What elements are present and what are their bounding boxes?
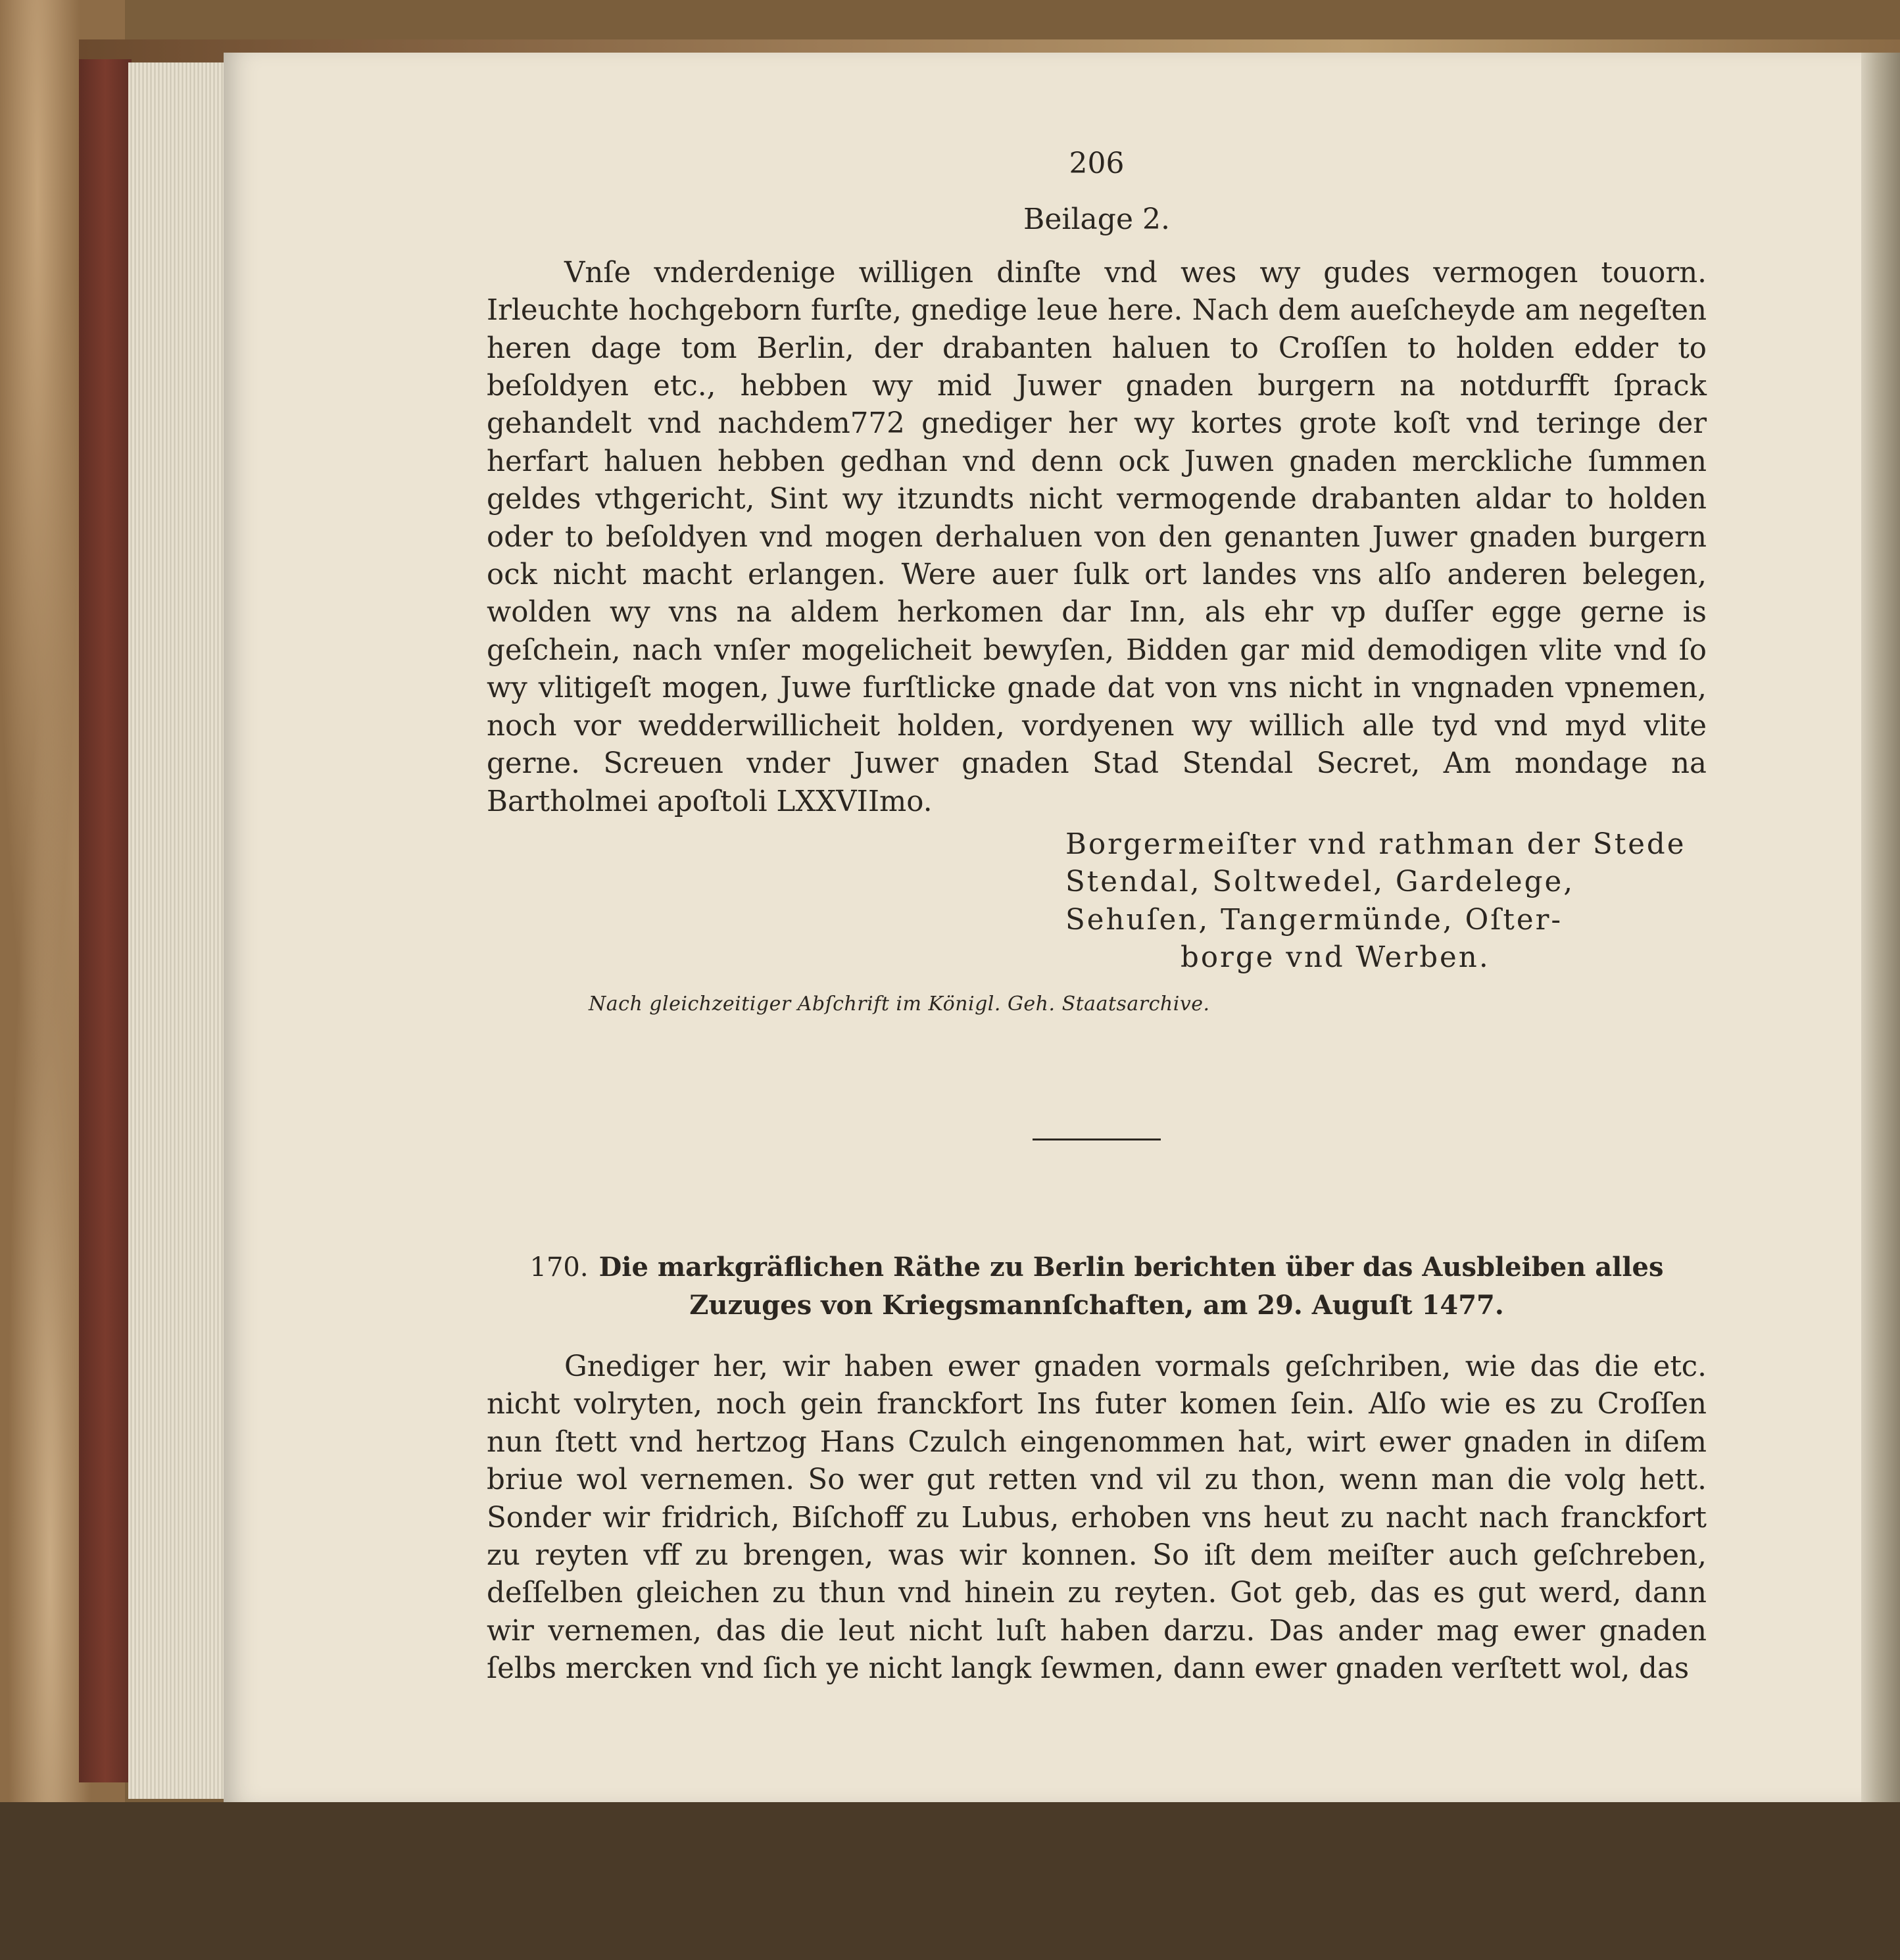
section-divider xyxy=(1033,1139,1161,1140)
signature-line: borge vnd Werben. xyxy=(1181,941,1490,975)
letter-paragraph-2: Gnediger her, wir haben ewer gnaden vormals geſchriben, wie das die etc. nicht volryten, noch gein franckfort Ins futer komen ſein. Alſo wie es zu Croſſen nun ſtett vnd hertzog Hans Czulch eingenommen hat, wirt ewer gnaden in diſem briue wol vernemen. So wer gut retten vnd vil zu thon, wenn man die volg hett. Sonder wir fridrich, Biſchoff zu Lubus, erhoben vns heut zu nacht nach franckfort zu reyten vff zu brengen, was wir konnen. So iſt dem meiſter auch geſchreben, deſſelben gleichen zu thun vnd hinein zu reyten. Got geb, das es gut werd, dann wir vernemen, das die leut nicht luſt haben darzu. Das ander mag ewer gnaden ſelbs mercken vnd ſich ye nicht langk ſewmen, dann ewer gnaden verſtett wol, das xyxy=(487,1350,1707,1686)
letter-paragraph-1: Vnſe vnderdenige willigen dinſte vnd wes wy gudes vermogen touorn. Irleuchte hochgeborn furſte, gnedige leue here. Nach dem aueſcheyde am negeſten heren dage tom Berlin, der drabanten haluen to Croſſen to holden edder to beſoldyen etc., hebben wy mid Juwer gnaden burgern na notdurfft ſprack gehandelt vnd nachdem772 gnediger her wy kortes grote koſt vnd teringe der herfart haluen hebben gedhan vnd denn ock Juwen gnaden merckliche ſummen geldes vthgericht, Sint wy itzundts nicht vermogende drabanten aldar to holden oder to beſoldyen vnd mogen derhaluen von den genanten Juwer gnaden burgern ock nicht macht erlangen. Were auer ſulk ort landes vns alſo anderen belegen, wolden wy vns na aldem herkomen dar Inn, als ehr vp duſſer egge gerne is geſchein, nach vnſer mogelicheit bewyſen, Bidden gar mid demodigen vlite vnd ſo wy vlitigeſt mogen, Juwe furſtlicke gnade dat von vns nicht in vngnaden vpnemen, noch vor wedderwillicheit holden, vordyenen wy willich alle tyd vnd myd vlite gerne. Screuen vnder Juwer gnaden Stad Stendal Secret, Am mondage na Bartholmei apoſtoli LXXVIImo. xyxy=(487,256,1707,818)
signature-line: Borgermeiſter vnd rathman der Stede xyxy=(1065,827,1686,861)
source-note: Nach gleichzeitiger Abſchrift im Königl. Geh. Staatsarchive. xyxy=(589,992,1210,1016)
page-text-block xyxy=(487,145,1707,1688)
document-title xyxy=(487,1248,1707,1325)
page-stack-edge xyxy=(128,62,227,1799)
signature-line: Sehuſen, Tangermünde, Oſter- xyxy=(1065,903,1563,937)
signature-block xyxy=(1065,826,1707,977)
book-cover-right xyxy=(1861,53,1900,1802)
document-title-text: Die markgräflichen Räthe zu Berlin berichten über das Ausbleiben alles Zuzuges von Kriegsmannſchaften, am 29. Auguſt 1477. xyxy=(598,1251,1664,1321)
book-spine-band xyxy=(79,59,132,1782)
page-number: 206 xyxy=(1069,147,1125,180)
background-bottom xyxy=(0,1802,1900,1960)
signature-line: Stendal, Soltwedel, Gardelege, xyxy=(1065,866,1575,899)
section-heading: Beilage 2. xyxy=(1023,203,1170,237)
document-number: 170. xyxy=(529,1252,589,1283)
